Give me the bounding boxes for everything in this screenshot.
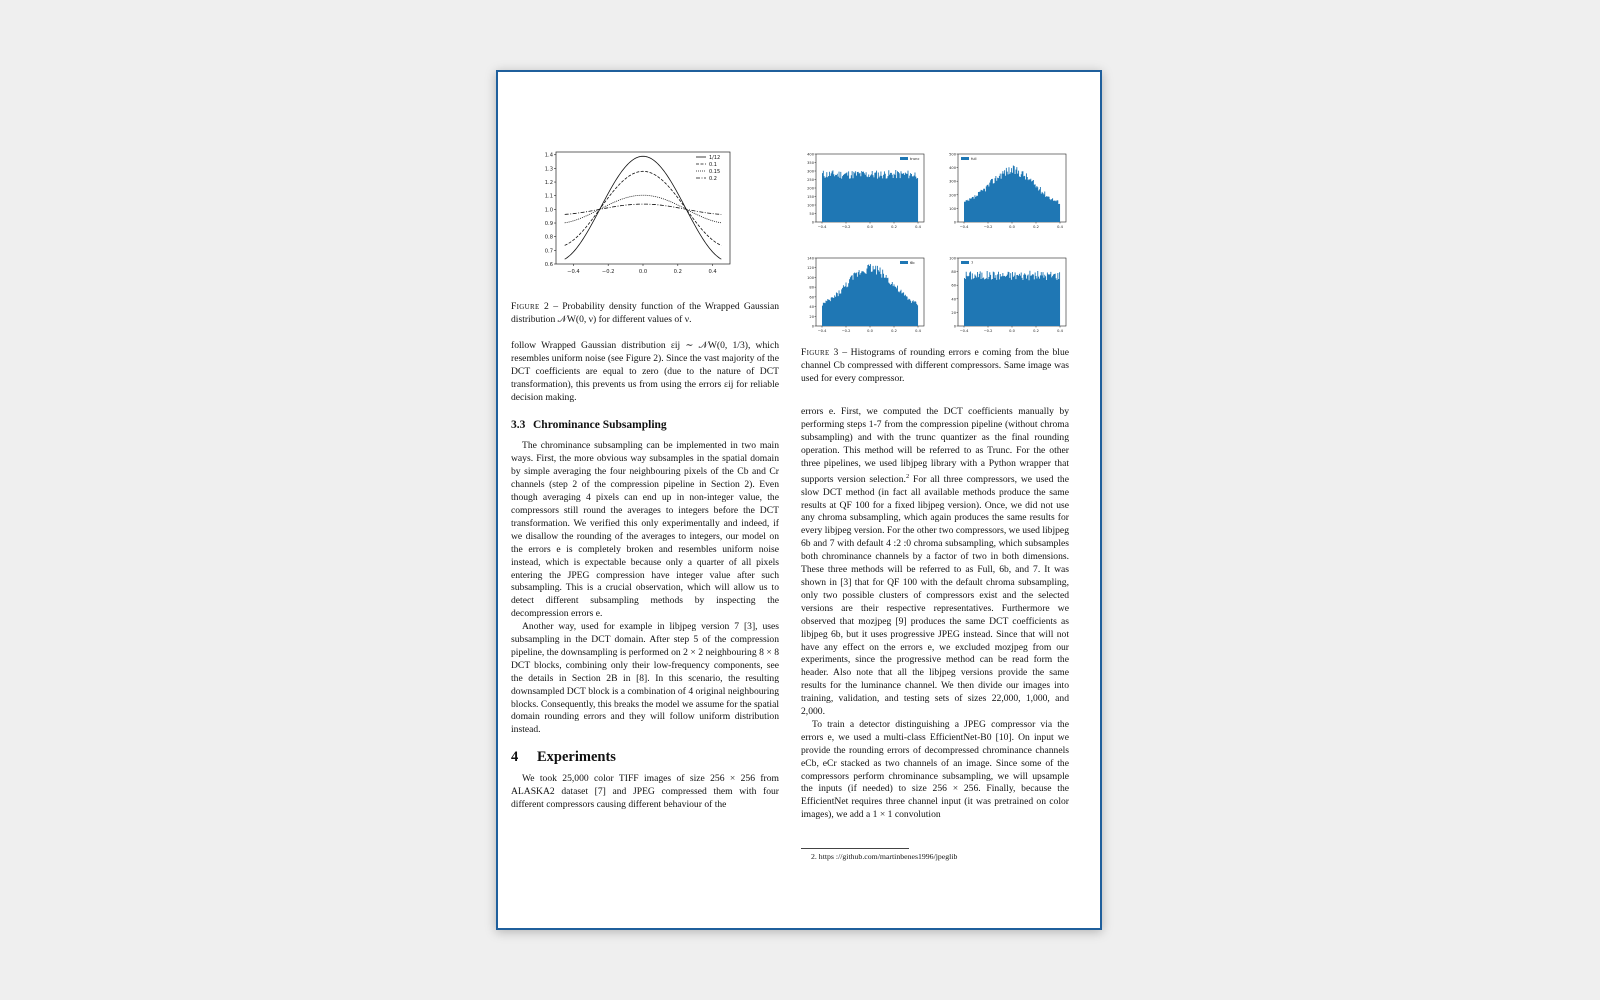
section-4-number: 4 [511, 749, 519, 766]
y-tick-label: 1.4 [544, 152, 553, 159]
y-tick-label: 0 [953, 220, 956, 225]
x-tick-label: 0.4 [708, 269, 717, 275]
histogram-bars [822, 170, 918, 222]
x-tick-label: −0.4 [959, 329, 969, 333]
x-tick-label: 0.4 [915, 225, 921, 229]
x-tick-label: −0.4 [959, 225, 969, 229]
x-tick-label: 0.2 [891, 225, 897, 229]
y-tick-label: 0.9 [544, 221, 553, 228]
right-paragraph-1b: For all three compressors, we used the slow DCT method (in fact all available methods produce the same results at QF 100 for a fixed libjpeg version). Once, we did not use any chroma subsampling, which again produces the same results for every libjpeg version. For the other two compressors, we used libjpeg 6b and 7 with default 4 :2 :0 chroma subsampling, which subsamples both chrominance channels by a factor of two in both dimensions. These three methods will be referred to as Full, 6b, and 7. It was shown in [3] that for QF 100 with the default chroma subsampling, only two possible clusters of compressors exist and the selected versions are their respective representatives. Furthermore we observed that mozjpeg [9] produces the same DCT coefficients as libjpeg 6b, but it uses progressive JPEG instead. Since that will not have any effect on the errors e, we excluded mozjpeg from our experiments, since the progressive method can be read form the header. Also note that all the libjpeg versions provide the same results for the luminance channel. We then divide our images into training, validation, and testing sets of sizes 22,000, 1,000, and 2,000. [801, 473, 1069, 718]
right-paragraph-1a: errors e. First, we computed the DCT coefficients manually by performing steps 1-7 from the compression pipeline (without chroma subsampling) and with the trunc quantizer as the final rounding operation. This method will be referred to as Trunc. For the other three pipelines, we used libjpeg library with a Python wrapper that supports version selection. [801, 406, 1069, 485]
y-tick-label: 0 [953, 324, 956, 329]
x-tick-label: −0.2 [841, 329, 851, 333]
section-3-3-number: 3.3 [511, 418, 526, 431]
x-tick-label: 0.0 [638, 269, 648, 275]
figure-2-caption [511, 301, 779, 327]
section-3-3-title: Chrominance Subsampling [533, 418, 667, 431]
x-tick-label: −0.2 [841, 225, 851, 229]
y-tick-label: 0.7 [544, 248, 553, 255]
x-tick-label: 0.2 [673, 269, 682, 275]
y-tick-label: 40 [951, 297, 956, 302]
legend-entry: trunc [910, 156, 920, 161]
y-tick-label: 350 [807, 161, 814, 165]
series-line-0.2 [565, 204, 722, 214]
x-tick-label: 0.4 [1057, 225, 1063, 229]
figure-3-caption [801, 347, 1069, 386]
y-tick-label: 60 [809, 295, 814, 300]
y-tick-label: 150 [807, 195, 814, 199]
y-tick-label: 20 [951, 310, 956, 315]
y-tick-label: 80 [809, 285, 814, 290]
y-tick-label: 100 [807, 275, 814, 280]
x-tick-label: −0.2 [983, 329, 993, 333]
y-tick-label: 200 [949, 193, 956, 198]
y-tick-label: 400 [949, 166, 956, 171]
legend-swatch [900, 157, 908, 160]
y-tick-label: 1.0 [544, 207, 553, 214]
figure-3-histogram-full [942, 152, 1072, 230]
legend-swatch [961, 157, 969, 160]
y-tick-label: 1.1 [544, 193, 553, 200]
y-tick-label: 0.6 [544, 262, 553, 268]
section-4-title: Experiments [537, 749, 616, 766]
x-tick-label: −0.4 [567, 269, 580, 275]
y-tick-label: 0 [811, 324, 814, 329]
figure-2-label: Figure 2 [511, 301, 550, 312]
legend-swatch [961, 261, 969, 264]
footnote-rule [801, 848, 909, 849]
series-line-0.1 [565, 171, 722, 245]
right-paragraph-2: To train a detector distinguishing a JPEG compressor via the errors e, we used a multi-class EfficientNet-B0 [10]. On input we provide the rounding errors of decompressed chrominance channels eCb, eCr stacked as two channels of an image. Since some of the compressors perform chrominance subsampling, we will upsample the inputs (if needed) to size 256 × 256. Finally, because the EfficientNet requires three channel input (it was pretrained on color images), we add a 1 × 1 convolution [801, 718, 1069, 821]
x-tick-label: 0.2 [1033, 225, 1039, 229]
y-tick-label: 80 [951, 270, 956, 275]
histogram-bars [964, 166, 1060, 222]
y-tick-label: 250 [807, 178, 814, 182]
figure-3-histogram-6b [800, 256, 930, 334]
x-tick-label: 0.0 [1009, 225, 1015, 229]
x-tick-label: 0.2 [1033, 329, 1039, 333]
y-tick-label: 500 [949, 152, 956, 157]
x-tick-label: 0.2 [891, 329, 897, 333]
y-tick-label: 20 [809, 314, 814, 319]
x-tick-label: 0.0 [867, 225, 873, 229]
y-tick-label: 0 [811, 220, 814, 225]
y-tick-label: 140 [807, 256, 814, 261]
x-tick-label: 0.4 [1057, 329, 1063, 333]
y-tick-label: 100 [807, 203, 814, 208]
legend-entry: 0.2 [709, 176, 717, 182]
histogram-bars [822, 264, 918, 326]
paper-page [496, 70, 1102, 930]
y-tick-label: 1.3 [544, 166, 553, 173]
y-tick-label: 300 [807, 169, 814, 174]
left-paragraph-4: We took 25,000 color TIFF images of size 256 × 256 from ALASKA2 dataset [7] and JPEG compressed them with four different compressors causing different behaviour of the [511, 773, 779, 810]
x-tick-label: −0.2 [983, 225, 993, 229]
figure-2-chart [540, 146, 740, 278]
y-tick-label: 40 [809, 305, 814, 310]
left-paragraph-3: Another way, used for example in libjpeg version 7 [3], uses subsampling in the DCT domain. After step 5 of the compression pipeline, the downsampling is performed on 2 × 2 neighbouring 8 × 8 DCT blocks, combining only their low-frequency components, see the details in Section 2B in [8]. In this scenario, the resulting downsampled DCT block is a combination of 4 original neighbouring blocks. Consequently, this breaks the model we assume for the spatial domain rounding errors and they will follow uniform distribution instead. [511, 621, 779, 736]
x-tick-label: −0.4 [817, 329, 827, 333]
footnote-marker: 2 [905, 472, 910, 480]
y-tick-label: 0.8 [544, 234, 553, 241]
series-line-0.15 [565, 195, 722, 223]
figure-3-caption-text: – Histograms of rounding errors e coming from the blue channel Cb compressed with different compressors. Same image was used for every compressor. [801, 347, 1069, 384]
histogram-bars [964, 271, 1060, 326]
y-tick-label: 60 [951, 283, 956, 288]
legend-entry: full [971, 156, 977, 161]
y-tick-label: 400 [807, 152, 814, 157]
x-tick-label: −0.4 [817, 225, 827, 229]
x-tick-label: 0.0 [867, 329, 873, 333]
left-paragraph-2: The chrominance subsampling can be implemented in two main ways. First, the more obvious way subsamples in the spatial domain by simple averaging the four neighbouring pixels of the Cb and Cr channels (step 2 of the compression pipeline in Section 2). Even though averaging 4 pixels can end up in non-integer value, the compressors still round the averages to integers before the DCT transformation. We verified this only experimentally and indeed, if we disallow the rounding of the averages to integers, our model on the errors e is completely broken and resembles uniform noise instead, which is expectable because only a quarter of all pixels entering the JPEG compression have integer value after such subsampling. This is a crucial observation, which will allow us to detect different subsampling methods by inspecting the decompression errors e. [511, 440, 779, 620]
right-paragraph-1 [801, 406, 1069, 719]
figure-2-frame [556, 152, 730, 264]
figure-2-caption-text: – Probability density function of the Wrapped Gaussian distribution 𝒩W(0, ν) for different values of ν. [511, 301, 779, 325]
x-tick-label: 0.4 [915, 329, 921, 333]
x-tick-label: 0.0 [1009, 329, 1015, 333]
left-paragraph-1: follow Wrapped Gaussian distribution εij ∼ 𝒩W(0, 1/3), which resembles uniform noise (see Figure 2). Since the vast majority of the DCT coefficients are equal to zero (due to the nature of DCT transformation), this prevents us from using the errors εij for reliable decision making. [511, 340, 779, 403]
legend-entry: 0.1 [709, 162, 717, 168]
legend-swatch [900, 261, 908, 264]
legend-entry: 1/12 [709, 155, 721, 161]
section-4-heading [511, 751, 779, 764]
y-tick-label: 200 [807, 186, 814, 191]
figure-3-label: Figure 3 [801, 347, 839, 358]
y-tick-label: 1.2 [544, 180, 553, 187]
legend-entry: 7 [971, 260, 974, 265]
footnote-2: 2. https ://github.com/martinbenes1996/jpeglib [811, 852, 958, 861]
right-column [801, 406, 1069, 822]
figure-3-histogram-trunc [800, 152, 930, 230]
legend-entry: 0.15 [709, 169, 721, 175]
left-column [511, 340, 779, 812]
y-tick-label: 50 [809, 212, 814, 216]
figure-3-histogram-7 [942, 256, 1072, 334]
legend-entry: 6b [910, 260, 915, 265]
y-tick-label: 300 [949, 179, 956, 184]
y-tick-label: 120 [807, 266, 814, 271]
y-tick-label: 100 [949, 206, 956, 211]
section-3-3-heading [511, 419, 779, 432]
x-tick-label: −0.2 [601, 269, 615, 275]
y-tick-label: 100 [949, 256, 956, 261]
